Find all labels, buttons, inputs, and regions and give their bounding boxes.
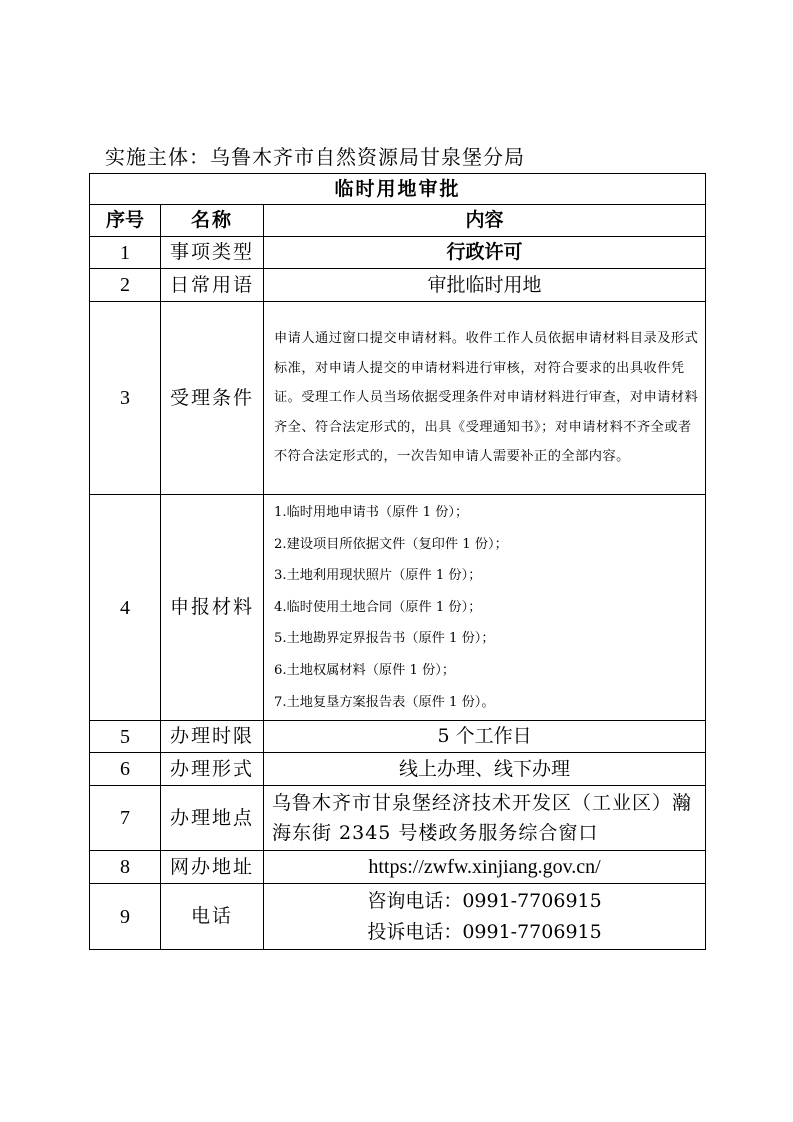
consultation-phone: 咨询电话：0991-7706915: [367, 889, 602, 912]
list-item: 1.临时用地申请书（原件 1 份）；: [274, 505, 469, 520]
complaint-phone: 投诉电话：0991-7706915: [367, 920, 602, 943]
row-name: 办理时限: [161, 721, 264, 753]
row-number: 9: [90, 884, 161, 950]
row-name: 申报材料: [161, 495, 264, 721]
table-row: [90, 495, 706, 721]
table-title-row: [90, 174, 706, 205]
row-name: 事项类型: [161, 237, 264, 269]
row-name: 日常用语: [161, 269, 264, 302]
online-service-url[interactable]: https://zwfw.xinjiang.gov.cn/: [264, 851, 706, 884]
column-header-name: 名称: [161, 205, 264, 237]
list-item: 6.土地权属材料（原件 1 份）；: [274, 662, 456, 678]
column-header-content: 内容: [264, 205, 706, 237]
row-number: 7: [90, 786, 161, 851]
table-row: [90, 269, 706, 302]
table-row: [90, 302, 706, 495]
table-row: [90, 786, 706, 851]
list-item: 5.土地勘界定界报告书（原件 1 份）；: [274, 631, 495, 647]
table-row: [90, 721, 706, 753]
row-name: 办理形式: [161, 753, 264, 786]
table-row: [90, 753, 706, 786]
row-number: 6: [90, 753, 161, 786]
implementing-agency-header: 实施主体：乌鲁木齐市自然资源局甘泉堡分局: [105, 145, 525, 169]
row-content: 5 个工作日: [264, 721, 706, 753]
row-content: 行政许可: [264, 237, 706, 269]
list-item: 4.临时使用土地合同（原件 1 份）；: [274, 599, 482, 615]
acceptance-conditions-text: 申请人通过窗口提交申请材料。收件工作人员依据申请材料目录及形式标准，对申请人提交的申请材料进行审核，对符合要求的出具收件凭证。受理工作人员当场依据受理条件对申请材料进行审查，对申请材料齐全、符合法定形式的，出具《受理通知书》；对申请材料不齐全或者不符合法定形式的，一次告知申请人需要补正的全部内容。: [264, 302, 706, 495]
table-row: [90, 237, 706, 269]
row-number: 2: [90, 269, 161, 302]
approval-table: [89, 173, 706, 950]
table-header-row: [90, 205, 706, 237]
row-number: 5: [90, 721, 161, 753]
row-name: 办理地点: [161, 786, 264, 851]
row-name: 受理条件: [161, 302, 264, 495]
list-item: 7.土地复垦方案报告表（原件 1 份）。: [274, 694, 495, 710]
table-row: [90, 851, 706, 884]
row-content: 线上办理、线下办理: [264, 753, 706, 786]
row-number: 1: [90, 237, 161, 269]
phone-numbers: [264, 884, 706, 950]
table-row: [90, 884, 706, 950]
row-number: 4: [90, 495, 161, 721]
table-title: 临时用地审批: [90, 174, 706, 205]
list-item: 3.土地利用现状照片（原件 1 份）；: [274, 568, 482, 584]
list-item: 2.建设项目所依据文件（复印件 1 份）；: [274, 536, 508, 552]
materials-list: [264, 495, 706, 721]
row-content: 审批临时用地: [264, 269, 706, 302]
row-name: 电话: [161, 884, 264, 950]
column-header-number: 序号: [90, 205, 161, 237]
row-number: 3: [90, 302, 161, 495]
row-name: 网办地址: [161, 851, 264, 884]
service-location-text: 乌鲁木齐市甘泉堡经济技术开发区（工业区）瀚海东街 2345 号楼政务服务综合窗口: [264, 786, 706, 851]
row-number: 8: [90, 851, 161, 884]
